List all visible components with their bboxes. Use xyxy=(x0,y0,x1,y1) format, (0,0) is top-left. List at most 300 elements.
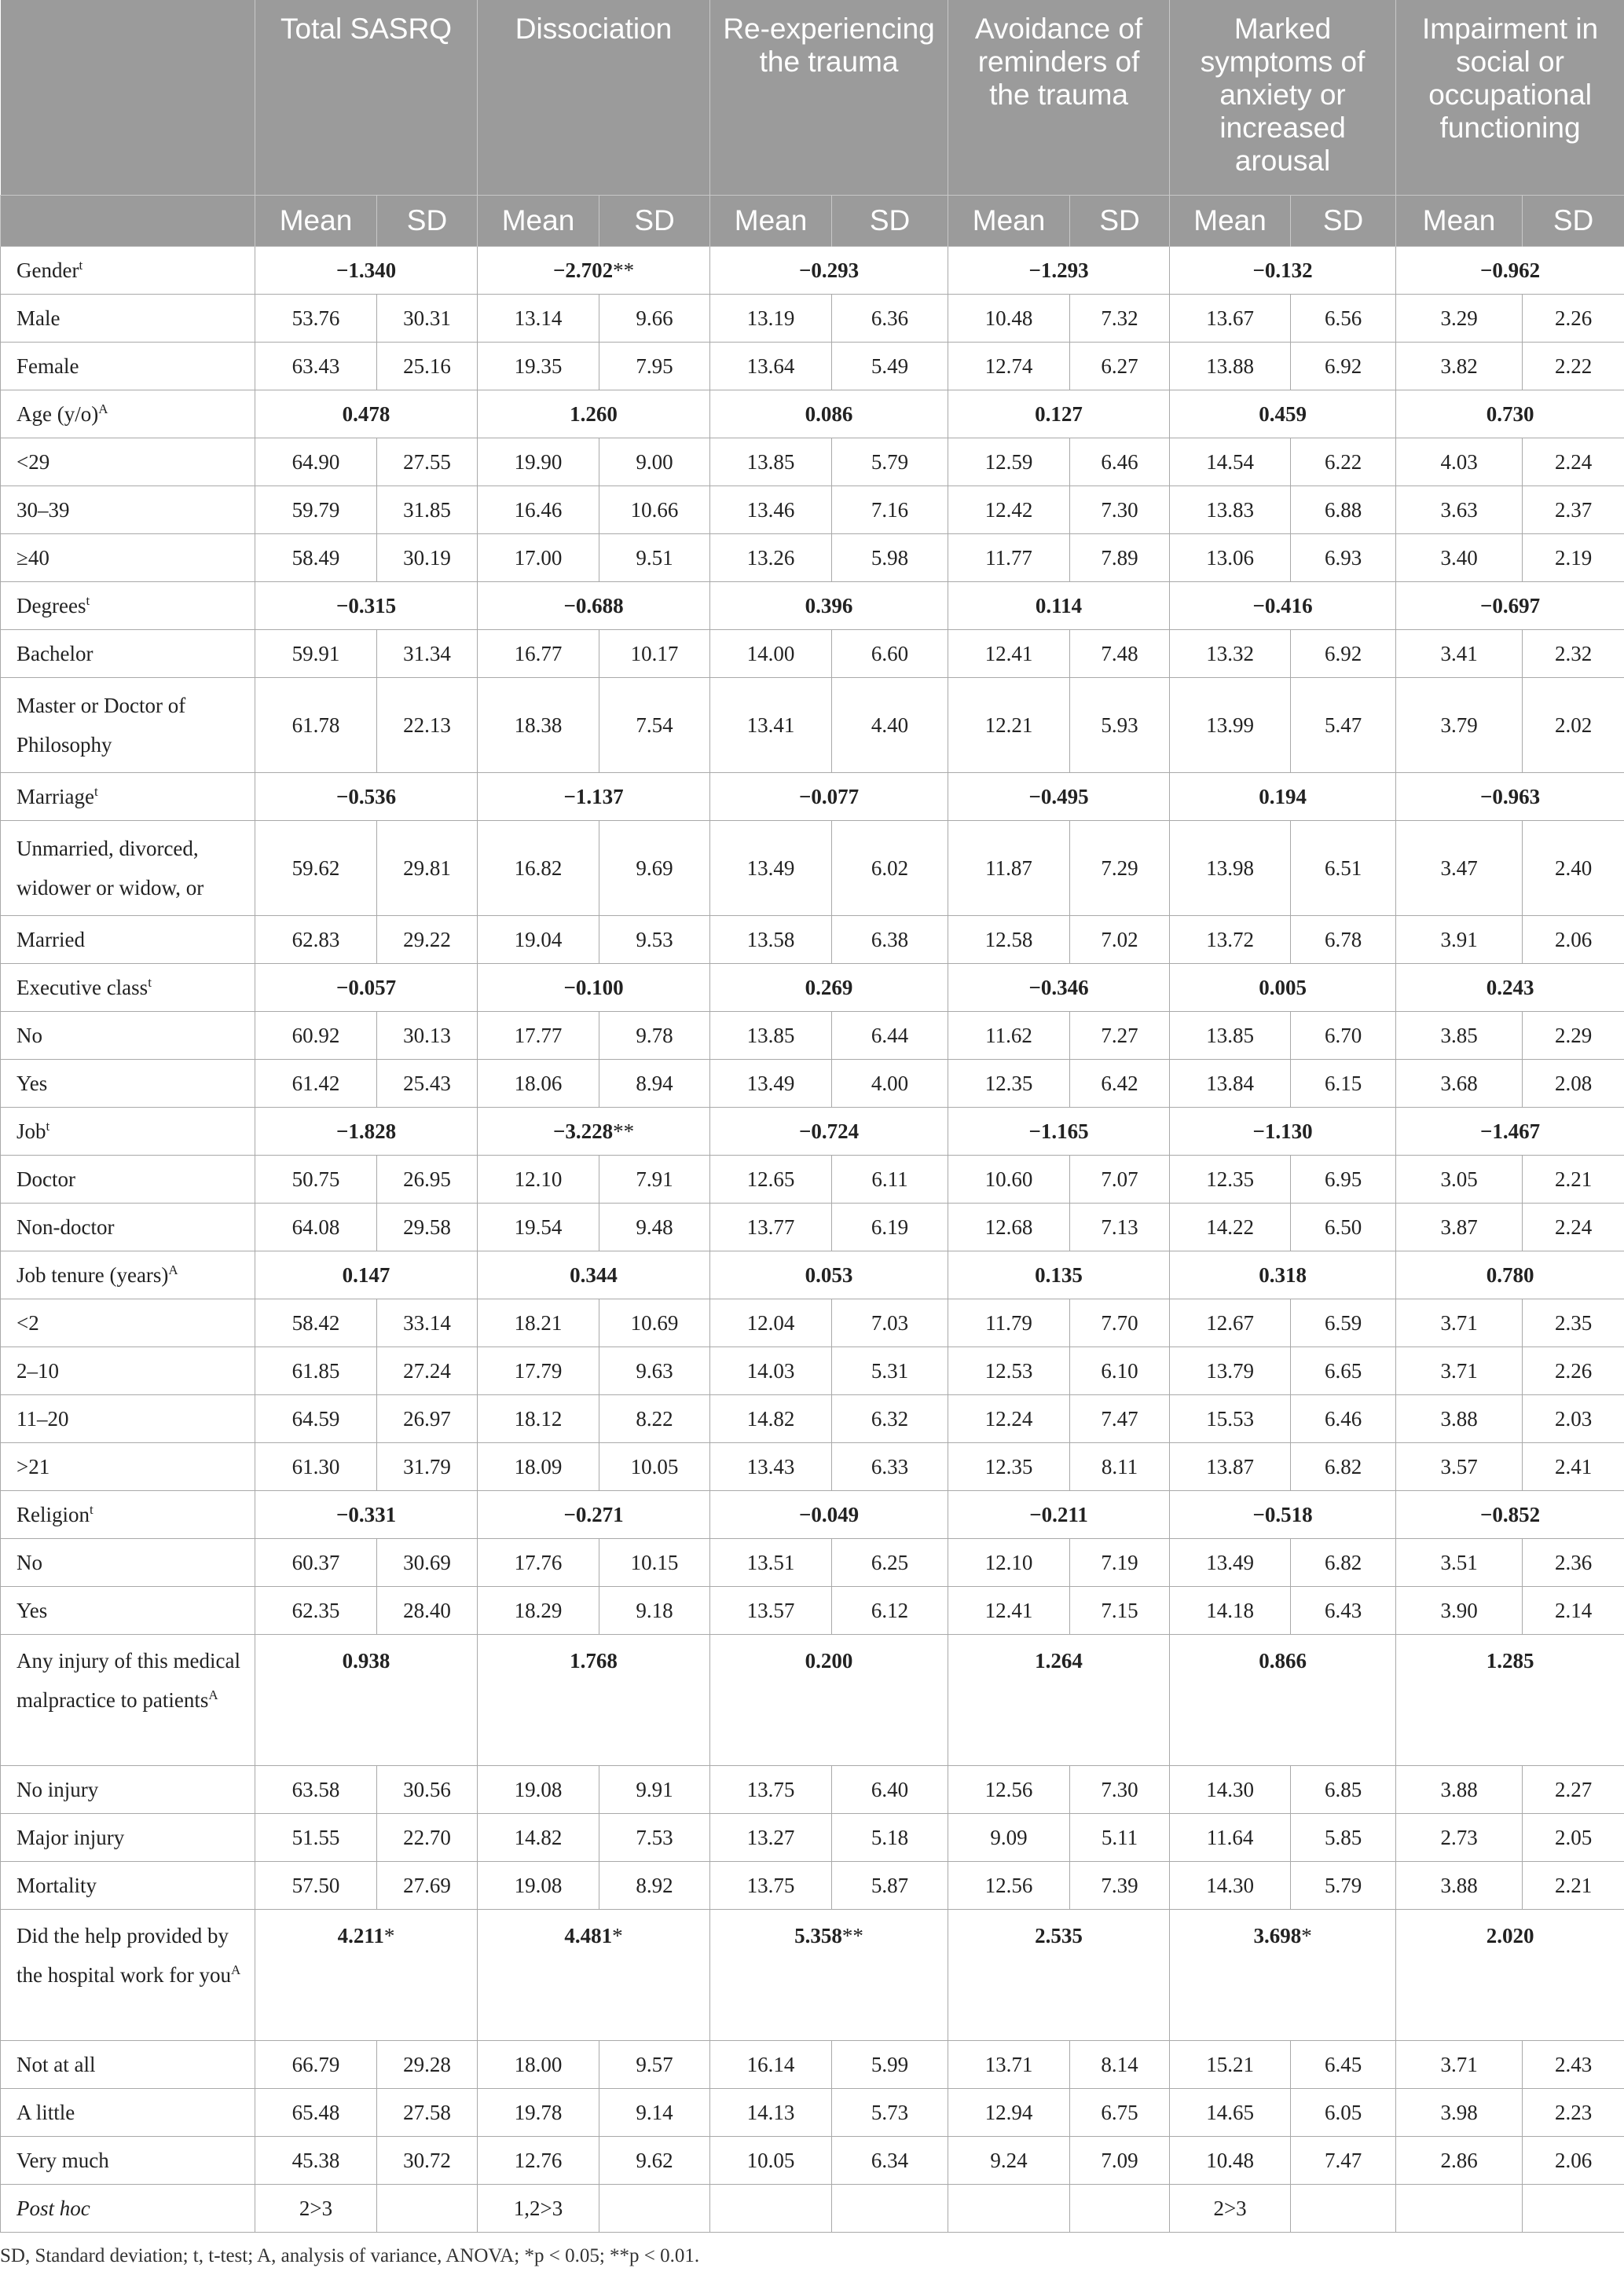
mean-cell: 4.03 xyxy=(1396,438,1523,486)
group-label xyxy=(1,964,255,1012)
sd-cell: 26.95 xyxy=(377,1156,478,1204)
mean-cell: 3.41 xyxy=(1396,630,1523,678)
mean-cell: 64.59 xyxy=(255,1395,377,1443)
mean-header: Mean xyxy=(255,196,377,247)
mean-cell: 12.10 xyxy=(478,1156,599,1204)
table-row xyxy=(1,2137,1624,2185)
subheader-row xyxy=(1,196,1624,247)
sd-cell: 6.34 xyxy=(832,2137,948,2185)
sd-cell: 4.40 xyxy=(832,678,948,773)
table-row xyxy=(1,1204,1624,1251)
sd-cell: 6.12 xyxy=(832,1587,948,1635)
group-label xyxy=(1,1108,255,1156)
mean-cell: 61.85 xyxy=(255,1347,377,1395)
group-label xyxy=(1,582,255,630)
test-statistic xyxy=(478,390,710,438)
sd-cell: 6.92 xyxy=(1291,630,1396,678)
sd-cell: 5.73 xyxy=(832,2089,948,2137)
mean-cell: 15.53 xyxy=(1170,1395,1291,1443)
mean-cell: 3.98 xyxy=(1396,2089,1523,2137)
mean-cell: 12.59 xyxy=(948,438,1070,486)
table-row xyxy=(1,1862,1624,1910)
sd-cell: 2.27 xyxy=(1523,1766,1624,1814)
statistic-value: 5.358 xyxy=(794,1924,842,1947)
sd-cell: 2.35 xyxy=(1523,1299,1624,1347)
post-hoc-cell xyxy=(832,2185,948,2233)
sd-cell: 10.69 xyxy=(599,1299,710,1347)
test-statistic xyxy=(710,1108,948,1156)
sd-cell: 7.70 xyxy=(1070,1299,1170,1347)
test-statistic xyxy=(710,1635,948,1766)
sd-cell: 6.95 xyxy=(1291,1156,1396,1204)
mean-cell: 14.18 xyxy=(1170,1587,1291,1635)
post-hoc-cell xyxy=(1070,2185,1170,2233)
group-label-text: Job xyxy=(16,1119,46,1143)
post-hoc-label: Post hoc xyxy=(1,2185,255,2233)
mean-cell: 3.90 xyxy=(1396,1587,1523,1635)
mean-header: Mean xyxy=(1170,196,1291,247)
sd-cell: 6.51 xyxy=(1291,821,1396,916)
sd-cell: 7.03 xyxy=(832,1299,948,1347)
mean-cell: 13.49 xyxy=(710,821,832,916)
mean-cell: 12.53 xyxy=(948,1347,1070,1395)
mean-cell: 12.41 xyxy=(948,1587,1070,1635)
statistic-value: 0.114 xyxy=(1035,594,1083,617)
sd-cell: 6.46 xyxy=(1070,438,1170,486)
test-statistic xyxy=(478,1251,710,1299)
row-label: Very much xyxy=(1,2137,255,2185)
sd-cell: 7.47 xyxy=(1291,2137,1396,2185)
row-label: ≥40 xyxy=(1,534,255,582)
sd-cell: 6.75 xyxy=(1070,2089,1170,2137)
test-statistic xyxy=(1396,1910,1624,2041)
mean-cell: 19.08 xyxy=(478,1862,599,1910)
sd-cell: 29.58 xyxy=(377,1204,478,1251)
statistic-value: 0.730 xyxy=(1486,402,1534,426)
mean-cell: 14.00 xyxy=(710,630,832,678)
sd-cell: 5.11 xyxy=(1070,1814,1170,1862)
mean-cell: 19.04 xyxy=(478,916,599,964)
mean-cell: 12.24 xyxy=(948,1395,1070,1443)
statistic-value: 0.200 xyxy=(805,1649,853,1673)
sd-cell: 6.11 xyxy=(832,1156,948,1204)
row-label: Bachelor xyxy=(1,630,255,678)
table-body xyxy=(1,247,1624,2233)
sd-cell: 9.78 xyxy=(599,1012,710,1060)
mean-cell: 3.71 xyxy=(1396,2041,1523,2089)
mean-cell: 13.77 xyxy=(710,1204,832,1251)
sd-cell: 6.50 xyxy=(1291,1204,1396,1251)
row-label: Male xyxy=(1,295,255,343)
sd-cell: 7.89 xyxy=(1070,534,1170,582)
sd-cell: 2.21 xyxy=(1523,1156,1624,1204)
table-row xyxy=(1,821,1624,916)
group-label-text: Age (y/o) xyxy=(16,402,99,426)
mean-cell: 19.78 xyxy=(478,2089,599,2137)
sd-cell: 2.08 xyxy=(1523,1060,1624,1108)
sd-cell: 6.59 xyxy=(1291,1299,1396,1347)
mean-cell: 13.75 xyxy=(710,1766,832,1814)
mean-cell: 3.29 xyxy=(1396,295,1523,343)
post-hoc-cell xyxy=(1523,2185,1624,2233)
group-label xyxy=(1,1910,255,2041)
test-statistic xyxy=(710,1491,948,1539)
mean-cell: 12.74 xyxy=(948,343,1070,390)
sd-cell: 30.72 xyxy=(377,2137,478,2185)
sd-cell: 6.56 xyxy=(1291,295,1396,343)
mean-cell: 3.88 xyxy=(1396,1766,1523,1814)
mean-cell: 13.98 xyxy=(1170,821,1291,916)
sd-cell: 9.18 xyxy=(599,1587,710,1635)
mean-cell: 12.65 xyxy=(710,1156,832,1204)
statistic-value: 3.698 xyxy=(1253,1924,1302,1947)
statistic-value: −0.518 xyxy=(1252,1503,1313,1526)
sd-cell: 6.43 xyxy=(1291,1587,1396,1635)
mean-cell: 17.00 xyxy=(478,534,599,582)
test-type-marker: t xyxy=(79,258,83,273)
sd-cell: 8.94 xyxy=(599,1060,710,1108)
mean-cell: 64.08 xyxy=(255,1204,377,1251)
significance-marker: ** xyxy=(613,258,635,282)
mean-cell: 13.84 xyxy=(1170,1060,1291,1108)
mean-cell: 16.14 xyxy=(710,2041,832,2089)
sd-cell: 31.85 xyxy=(377,486,478,534)
test-statistic xyxy=(255,1491,478,1539)
sd-cell: 2.36 xyxy=(1523,1539,1624,1587)
sd-cell: 25.43 xyxy=(377,1060,478,1108)
test-statistic xyxy=(478,1491,710,1539)
sd-cell: 7.15 xyxy=(1070,1587,1170,1635)
mean-cell: 12.56 xyxy=(948,1766,1070,1814)
mean-cell: 19.54 xyxy=(478,1204,599,1251)
test-type-marker: t xyxy=(86,593,90,608)
group-label xyxy=(1,247,255,295)
statistic-value: −0.536 xyxy=(335,785,397,808)
statistic-value: 0.135 xyxy=(1035,1263,1083,1287)
column-title: Total SASRQ xyxy=(255,0,478,196)
post-hoc-cell xyxy=(1291,2185,1396,2233)
test-statistic xyxy=(948,582,1170,630)
row-label: Unmarried, divorced, widower or widow, or xyxy=(1,821,255,916)
sd-cell: 6.45 xyxy=(1291,2041,1396,2089)
mean-cell: 3.85 xyxy=(1396,1012,1523,1060)
mean-cell: 3.05 xyxy=(1396,1156,1523,1204)
mean-cell: 13.51 xyxy=(710,1539,832,1587)
test-statistic xyxy=(948,1635,1170,1766)
test-type-marker: A xyxy=(230,1962,241,1977)
sd-cell: 5.87 xyxy=(832,1862,948,1910)
sd-cell: 2.22 xyxy=(1523,343,1624,390)
sd-cell: 2.06 xyxy=(1523,2137,1624,2185)
sd-cell: 6.92 xyxy=(1291,343,1396,390)
sd-cell: 7.19 xyxy=(1070,1539,1170,1587)
statistic-value: 0.459 xyxy=(1259,402,1307,426)
mean-cell: 2.86 xyxy=(1396,2137,1523,2185)
sd-cell: 2.21 xyxy=(1523,1862,1624,1910)
sd-cell: 7.02 xyxy=(1070,916,1170,964)
mean-cell: 12.04 xyxy=(710,1299,832,1347)
sd-cell: 5.49 xyxy=(832,343,948,390)
row-label: >21 xyxy=(1,1443,255,1491)
test-statistic xyxy=(1170,964,1396,1012)
mean-cell: 12.35 xyxy=(948,1443,1070,1491)
post-hoc-cell: 2>3 xyxy=(255,2185,377,2233)
column-title: Re-experiencing the trauma xyxy=(710,0,948,196)
sd-cell: 30.31 xyxy=(377,295,478,343)
mean-cell: 2.73 xyxy=(1396,1814,1523,1862)
sd-cell: 7.07 xyxy=(1070,1156,1170,1204)
mean-cell: 12.94 xyxy=(948,2089,1070,2137)
mean-cell: 3.57 xyxy=(1396,1443,1523,1491)
mean-cell: 63.58 xyxy=(255,1766,377,1814)
group-row xyxy=(1,1635,1624,1766)
sd-cell: 5.79 xyxy=(832,438,948,486)
sd-cell: 10.17 xyxy=(599,630,710,678)
test-statistic xyxy=(1170,1491,1396,1539)
mean-cell: 13.26 xyxy=(710,534,832,582)
sd-cell: 29.22 xyxy=(377,916,478,964)
sd-cell: 2.05 xyxy=(1523,1814,1624,1862)
sd-cell: 6.05 xyxy=(1291,2089,1396,2137)
table-row xyxy=(1,1766,1624,1814)
post-hoc-cell xyxy=(948,2185,1070,2233)
mean-cell: 61.78 xyxy=(255,678,377,773)
row-label: <29 xyxy=(1,438,255,486)
group-row xyxy=(1,582,1624,630)
statistic-value: 0.938 xyxy=(342,1649,390,1673)
mean-cell: 12.67 xyxy=(1170,1299,1291,1347)
sd-cell: 6.38 xyxy=(832,916,948,964)
sd-cell: 9.66 xyxy=(599,295,710,343)
sd-header: SD xyxy=(599,196,710,247)
mean-cell: 12.35 xyxy=(948,1060,1070,1108)
sd-cell: 7.48 xyxy=(1070,630,1170,678)
mean-cell: 11.77 xyxy=(948,534,1070,582)
statistic-value: −0.100 xyxy=(563,976,624,999)
row-label: <2 xyxy=(1,1299,255,1347)
statistic-value: −1.137 xyxy=(563,785,624,808)
group-label-text: Job tenure (years) xyxy=(16,1263,169,1287)
sd-cell: 2.26 xyxy=(1523,295,1624,343)
mean-cell: 15.21 xyxy=(1170,2041,1291,2089)
mean-cell: 13.14 xyxy=(478,295,599,343)
test-statistic xyxy=(255,582,478,630)
row-label: Master or Doctor of Philosophy xyxy=(1,678,255,773)
sd-cell: 6.60 xyxy=(832,630,948,678)
mean-cell: 13.83 xyxy=(1170,486,1291,534)
test-statistic xyxy=(255,1910,478,2041)
statistic-value: −0.271 xyxy=(563,1503,624,1526)
mean-cell: 18.06 xyxy=(478,1060,599,1108)
table-row xyxy=(1,1539,1624,1587)
sd-cell: 2.43 xyxy=(1523,2041,1624,2089)
test-statistic xyxy=(710,964,948,1012)
test-statistic xyxy=(255,1108,478,1156)
test-statistic xyxy=(1170,247,1396,295)
mean-cell: 12.35 xyxy=(1170,1156,1291,1204)
mean-cell: 19.90 xyxy=(478,438,599,486)
table-row xyxy=(1,295,1624,343)
mean-cell: 62.83 xyxy=(255,916,377,964)
group-row xyxy=(1,1910,1624,2041)
mean-cell: 14.82 xyxy=(710,1395,832,1443)
test-statistic xyxy=(1396,582,1624,630)
sd-cell: 6.82 xyxy=(1291,1539,1396,1587)
sd-cell: 7.95 xyxy=(599,343,710,390)
sd-cell: 6.36 xyxy=(832,295,948,343)
sd-cell: 9.53 xyxy=(599,916,710,964)
test-statistic xyxy=(255,1635,478,1766)
mean-cell: 17.76 xyxy=(478,1539,599,1587)
post-hoc-cell xyxy=(710,2185,832,2233)
mean-cell: 17.77 xyxy=(478,1012,599,1060)
statistic-value: −0.293 xyxy=(798,258,860,282)
statistic-value: −1.828 xyxy=(335,1119,397,1143)
mean-cell: 14.65 xyxy=(1170,2089,1291,2137)
sd-cell: 6.65 xyxy=(1291,1347,1396,1395)
sd-cell: 8.92 xyxy=(599,1862,710,1910)
mean-cell: 45.38 xyxy=(255,2137,377,2185)
mean-cell: 13.32 xyxy=(1170,630,1291,678)
test-statistic xyxy=(1170,1910,1396,2041)
sd-cell: 5.31 xyxy=(832,1347,948,1395)
mean-cell: 12.68 xyxy=(948,1204,1070,1251)
significance-marker: * xyxy=(383,1924,395,1947)
mean-cell: 65.48 xyxy=(255,2089,377,2137)
sd-cell: 6.46 xyxy=(1291,1395,1396,1443)
group-label-text: Degrees xyxy=(16,594,86,617)
mean-cell: 64.90 xyxy=(255,438,377,486)
mean-cell: 10.48 xyxy=(1170,2137,1291,2185)
group-row xyxy=(1,1108,1624,1156)
row-label: Yes xyxy=(1,1587,255,1635)
statistic-value: −0.962 xyxy=(1480,258,1541,282)
sd-cell: 2.26 xyxy=(1523,1347,1624,1395)
sd-cell: 25.16 xyxy=(377,343,478,390)
sd-cell: 7.91 xyxy=(599,1156,710,1204)
mean-cell: 9.24 xyxy=(948,2137,1070,2185)
significance-marker: * xyxy=(1301,1924,1312,1947)
sd-header: SD xyxy=(377,196,478,247)
sd-cell: 7.30 xyxy=(1070,486,1170,534)
mean-cell: 3.88 xyxy=(1396,1862,1523,1910)
table-row xyxy=(1,630,1624,678)
sd-cell: 2.03 xyxy=(1523,1395,1624,1443)
statistic-value: −1.165 xyxy=(1028,1119,1089,1143)
mean-cell: 18.38 xyxy=(478,678,599,773)
test-type-marker: A xyxy=(208,1687,218,1702)
corner-cell xyxy=(1,196,255,247)
mean-header: Mean xyxy=(710,196,832,247)
test-statistic xyxy=(255,390,478,438)
mean-cell: 3.87 xyxy=(1396,1204,1523,1251)
mean-cell: 13.27 xyxy=(710,1814,832,1862)
statistic-value: −1.293 xyxy=(1028,258,1089,282)
post-hoc-cell: 2>3 xyxy=(1170,2185,1291,2233)
mean-cell: 18.00 xyxy=(478,2041,599,2089)
sd-cell: 9.69 xyxy=(599,821,710,916)
sd-cell: 30.19 xyxy=(377,534,478,582)
sd-cell: 5.98 xyxy=(832,534,948,582)
test-statistic xyxy=(710,582,948,630)
statistic-value: 0.780 xyxy=(1486,1263,1534,1287)
mean-cell: 12.58 xyxy=(948,916,1070,964)
group-row xyxy=(1,1251,1624,1299)
sd-cell: 6.15 xyxy=(1291,1060,1396,1108)
statistic-value: −1.130 xyxy=(1252,1119,1313,1143)
mean-cell: 3.68 xyxy=(1396,1060,1523,1108)
statistic-value: −3.228 xyxy=(552,1119,614,1143)
row-label: Mortality xyxy=(1,1862,255,1910)
sd-cell: 5.85 xyxy=(1291,1814,1396,1862)
sd-cell: 2.24 xyxy=(1523,438,1624,486)
mean-cell: 13.87 xyxy=(1170,1443,1291,1491)
statistic-value: 0.147 xyxy=(342,1263,390,1287)
sd-cell: 6.42 xyxy=(1070,1060,1170,1108)
row-label: A little xyxy=(1,2089,255,2137)
test-statistic xyxy=(1170,1251,1396,1299)
sd-cell: 2.40 xyxy=(1523,821,1624,916)
sd-cell: 9.48 xyxy=(599,1204,710,1251)
sd-cell: 9.51 xyxy=(599,534,710,582)
test-statistic xyxy=(478,773,710,821)
test-statistic xyxy=(948,1491,1170,1539)
sd-cell: 7.54 xyxy=(599,678,710,773)
sd-cell: 7.30 xyxy=(1070,1766,1170,1814)
statistic-value: −0.132 xyxy=(1252,258,1313,282)
mean-header: Mean xyxy=(478,196,599,247)
test-statistic xyxy=(1170,1635,1396,1766)
statistic-value: 4.211 xyxy=(337,1924,384,1947)
sd-cell: 6.10 xyxy=(1070,1347,1170,1395)
sd-cell: 29.81 xyxy=(377,821,478,916)
sd-cell: 6.19 xyxy=(832,1204,948,1251)
sd-cell: 8.11 xyxy=(1070,1443,1170,1491)
table-row xyxy=(1,916,1624,964)
group-label xyxy=(1,773,255,821)
sd-header: SD xyxy=(1291,196,1396,247)
sd-cell: 33.14 xyxy=(377,1299,478,1347)
row-label: No injury xyxy=(1,1766,255,1814)
mean-cell: 14.13 xyxy=(710,2089,832,2137)
test-statistic xyxy=(1396,773,1624,821)
group-label-text: Any injury of this medical malpractice to patients xyxy=(16,1649,240,1712)
sd-cell: 8.22 xyxy=(599,1395,710,1443)
mean-cell: 13.85 xyxy=(710,438,832,486)
group-row xyxy=(1,247,1624,295)
sd-cell: 27.69 xyxy=(377,1862,478,1910)
sd-cell: 6.78 xyxy=(1291,916,1396,964)
table-header xyxy=(1,0,1624,247)
test-statistic xyxy=(1170,773,1396,821)
sd-cell: 6.70 xyxy=(1291,1012,1396,1060)
mean-cell: 11.87 xyxy=(948,821,1070,916)
statistic-value: 0.053 xyxy=(805,1263,853,1287)
statistic-value: 0.243 xyxy=(1486,976,1534,999)
mean-cell: 13.88 xyxy=(1170,343,1291,390)
test-type-marker: t xyxy=(90,1502,93,1517)
test-statistic xyxy=(710,247,948,295)
column-title: Marked symptoms of anxiety or increased arousal xyxy=(1170,0,1396,196)
row-label: Married xyxy=(1,916,255,964)
row-label: 30–39 xyxy=(1,486,255,534)
mean-cell: 13.06 xyxy=(1170,534,1291,582)
sd-cell: 31.79 xyxy=(377,1443,478,1491)
test-statistic xyxy=(1396,247,1624,295)
group-label xyxy=(1,390,255,438)
test-statistic xyxy=(478,247,710,295)
test-statistic xyxy=(255,247,478,295)
